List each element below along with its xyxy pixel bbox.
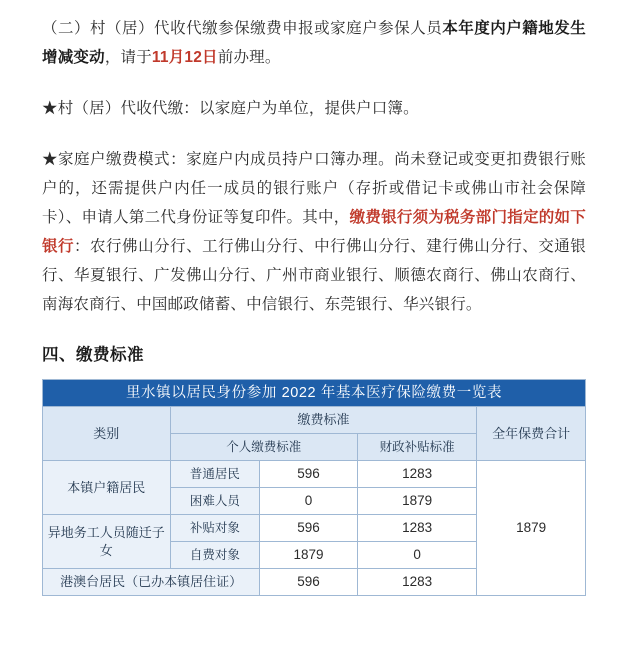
header-subsidy: 财政补贴标准 bbox=[357, 434, 476, 461]
table-title: 里水镇以居民身份参加 2022 年基本医疗保险缴费一览表 bbox=[43, 380, 586, 407]
row-group-hk-mo-tw: 港澳台居民（已办本镇居住证） bbox=[43, 569, 260, 596]
para1-run5: 前办理。 bbox=[217, 49, 281, 66]
row-subgroup-subsidized: 补贴对象 bbox=[170, 515, 260, 542]
row4-subsidy: 0 bbox=[357, 542, 476, 569]
para1-deadline-highlight: 11月12日 bbox=[151, 49, 218, 66]
para1-run3: ，请于 bbox=[104, 49, 152, 66]
header-standard-group: 缴费标准 bbox=[170, 407, 477, 434]
para3-bank-highlight: 缴费银行须为税务部门指定的如下银行 bbox=[42, 209, 586, 255]
table-header-row-1 bbox=[43, 407, 586, 434]
para1-run1: （二）村（居）代收代缴参保缴费申报或家庭户参保人员 bbox=[42, 20, 443, 37]
paragraph-3 bbox=[42, 145, 586, 319]
row5-subsidy: 1283 bbox=[357, 569, 476, 596]
row3-subsidy: 1283 bbox=[357, 515, 476, 542]
table-row bbox=[43, 461, 586, 488]
row-subgroup-difficult: 困难人员 bbox=[170, 488, 260, 515]
row1-subsidy: 1283 bbox=[357, 461, 476, 488]
row-group-local-residents: 本镇户籍居民 bbox=[43, 461, 171, 515]
row3-personal: 596 bbox=[260, 515, 358, 542]
para2-run1: ★村（居）代收代缴：以家庭户为单位，提供户口簿。 bbox=[42, 100, 419, 117]
table-title-row bbox=[43, 380, 586, 407]
row-subgroup-self-paid: 自费对象 bbox=[170, 542, 260, 569]
row2-subsidy: 1879 bbox=[357, 488, 476, 515]
para3-run3: ：农行佛山分行、工行佛山分行、中行佛山分行、建行佛山分行、交通银行、华夏银行、广发佛山分行、广州市商业银行、顺德农商行、佛山农商行、南海农商行、中国邮政储蓄、中信银行、东莞银行、华兴银行。 bbox=[42, 238, 587, 313]
row-subgroup-ordinary: 普通居民 bbox=[170, 461, 260, 488]
section-title-fee-standard: 四、缴费标准 bbox=[42, 346, 144, 364]
row-total-all: 1879 bbox=[477, 461, 586, 596]
row2-personal: 0 bbox=[260, 488, 358, 515]
para3-run1: ★家庭户缴费模式：家庭户内成员持户口簿办理。尚未登记或变更扣费银行账户的，还需提供户内任一成员的银行账户（存折或借记卡或佛山市社会保障卡）、申请人第二代身份证等复印件。其中， bbox=[42, 151, 586, 226]
paragraph-2 bbox=[42, 94, 586, 123]
paragraph-1 bbox=[42, 14, 586, 72]
fee-table-container bbox=[42, 379, 586, 596]
header-total: 全年保费合计 bbox=[477, 407, 586, 461]
para1-run2: 本年度内户籍地发生增减变动 bbox=[42, 20, 586, 66]
header-category: 类别 bbox=[43, 407, 171, 461]
row1-personal: 596 bbox=[260, 461, 358, 488]
row5-personal: 596 bbox=[260, 569, 358, 596]
header-personal: 个人缴费标准 bbox=[170, 434, 357, 461]
row-group-migrant-children: 异地务工人员随迁子女 bbox=[43, 515, 171, 569]
fee-table bbox=[42, 379, 586, 596]
row4-personal: 1879 bbox=[260, 542, 358, 569]
